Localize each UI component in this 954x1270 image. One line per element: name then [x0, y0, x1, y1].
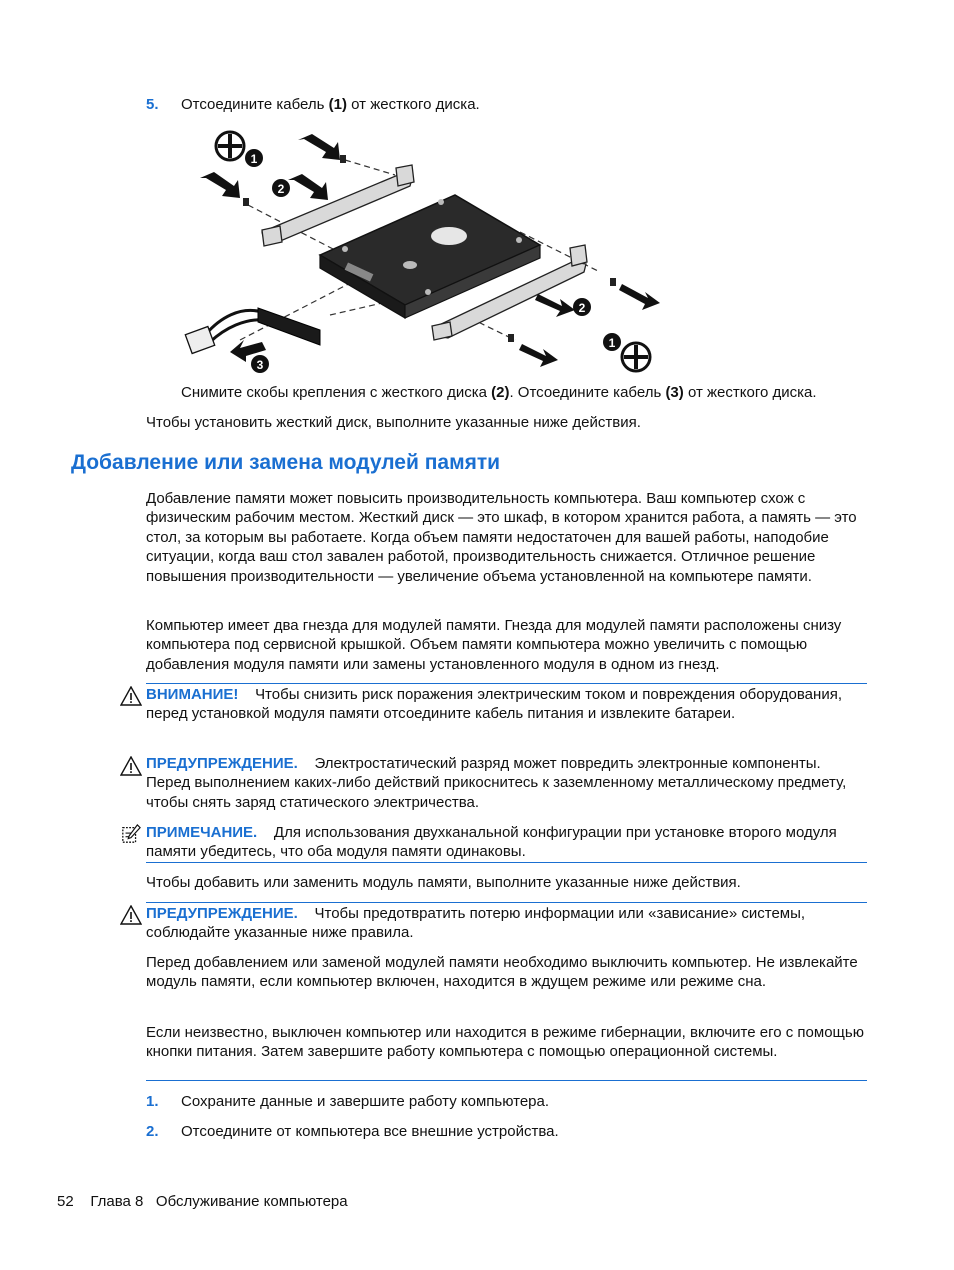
- callout-3: [251, 355, 269, 373]
- section-title: Добавление или замена модулей памяти: [71, 451, 501, 474]
- notice-divider: [146, 683, 867, 684]
- notice-divider: [146, 1080, 867, 1081]
- notice-caution-data: ПРЕДУПРЕЖДЕНИЕ. Чтобы предотвратить потерю информации или «зависание» системы, соблюдайте указанные ниже правила.: [146, 905, 806, 942]
- note-pencil-icon: [120, 824, 142, 844]
- caution-rule-2: Если неизвестно, выключен компьютер или находится в режиме гибернации, включите его с помощью кнопки питания. Затем завершите работу компьютера с помощью операционной системы.: [146, 1024, 864, 1061]
- step-number: 1.: [146, 1093, 159, 1110]
- add-memory-intro: Чтобы добавить или заменить модуль памяти, выполните указанные ниже действия.: [146, 874, 741, 891]
- notice-divider: [146, 862, 867, 863]
- step-number: 2.: [146, 1123, 159, 1140]
- phillips-screwdriver-icon: [216, 132, 244, 160]
- notice-warning: ВНИМАНИЕ! Чтобы снизить риск поражения электрическим током и повреждения оборудования, перед установкой модуля памяти отсоедините кабель питания и извлеките батареи.: [146, 686, 842, 723]
- paragraph-memory-slots: Компьютер имеет два гнезда для модулей памяти. Гнезда для модулей памяти расположены снизу компьютера под сервисной крышкой. Объем памяти компьютера можно увеличить с помощью добавления модуля памяти или замены установленного модуля в одном из гнезд.: [146, 617, 842, 673]
- notice-note: ПРИМЕЧАНИЕ. Для использования двухканальной конфигурации при установке второго модуля памяти убедитесь, что оба модуля памяти одинаковы.: [146, 824, 837, 861]
- svg-text:2: 2: [277, 182, 285, 196]
- svg-text:3: 3: [256, 358, 264, 372]
- caution-rule-1: Перед добавлением или заменой модулей памяти необходимо выключить компьютер. Не извлекайте модуль памяти, если компьютер включен, находится в ждущем режиме или режиме сна.: [146, 954, 858, 991]
- figure-caption: Снимите скобы крепления с жесткого диска (2). Отсоедините кабель (3) от жесткого диска.: [181, 384, 817, 401]
- phillips-screwdriver-icon: [622, 343, 650, 371]
- warning-triangle-icon: [120, 686, 142, 706]
- warning-triangle-icon: [120, 756, 142, 776]
- svg-text:1: 1: [608, 336, 616, 350]
- page-number: 52: [57, 1193, 74, 1210]
- callout-2: [573, 298, 591, 316]
- notice-divider: [146, 902, 867, 903]
- svg-text:2: 2: [578, 301, 586, 315]
- hard-drive-removal-illustration: [180, 124, 670, 376]
- step-text: Отсоедините от компьютера все внешние устройства.: [181, 1123, 559, 1140]
- page-footer: [57, 1192, 348, 1211]
- step-text: Отсоедините кабель (1) от жесткого диска.: [181, 96, 480, 113]
- callout-1: [603, 333, 621, 351]
- step-text: Сохраните данные и завершите работу компьютера.: [181, 1093, 550, 1110]
- notice-caution-esd: ПРЕДУПРЕЖДЕНИЕ. Электростатический разряд может повредить электронные компоненты. Перед выполнением каких-либо действий прикоснитесь к заземленному металлическому предмету, чтобы снять заряд статического электричества.: [146, 755, 847, 811]
- step-number: 5.: [146, 96, 159, 113]
- chapter-label: Глава 8: [90, 1193, 144, 1210]
- chapter-title: Обслуживание компьютера: [155, 1193, 348, 1210]
- hdd-cable: [206, 310, 266, 342]
- paragraph-memory-intro: Добавление памяти может повысить производительность компьютера. Ваш компьютер схож с физическим рабочим местом. Жесткий диск — это шкаф, в котором хранится работа, а память — это стол, за которым вы работаете. Когда объем памяти недостаточен для вашей работы, наподобие ситуации, когда ваш стол завален работой, производительность снижается. Отличное решение повышения производительности — увеличение объема установленной на компьютере памяти.: [146, 490, 857, 585]
- warning-triangle-icon: [120, 905, 142, 925]
- callout-1: [245, 149, 263, 167]
- install-intro: Чтобы установить жесткий диск, выполните указанные ниже действия.: [146, 414, 641, 431]
- callout-2: [272, 179, 290, 197]
- svg-text:1: 1: [250, 152, 258, 166]
